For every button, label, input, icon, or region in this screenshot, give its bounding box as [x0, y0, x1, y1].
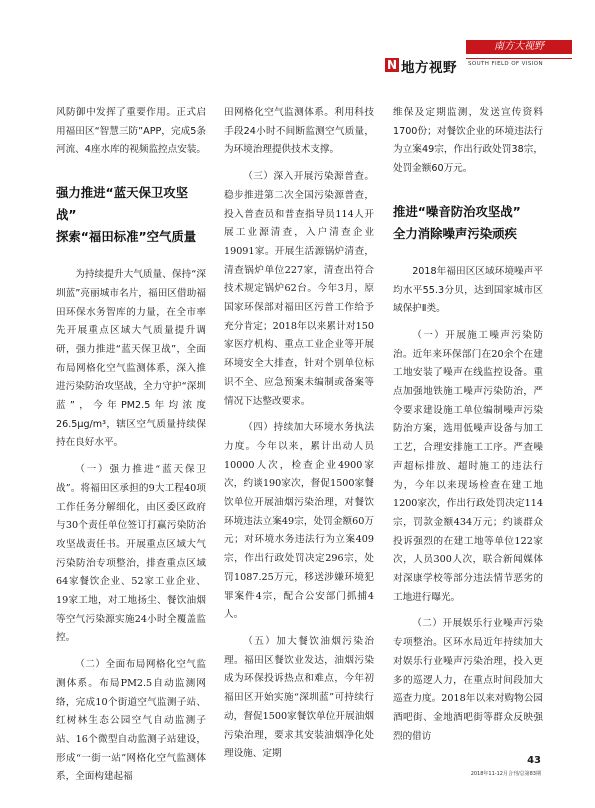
section-heading: 推进“噪音防治攻坚战” — [393, 203, 521, 219]
paragraph: （四）持续加大环境水务执法力度。今年以来，累计出动人员10000人次，检查企业4900家次，约谈190家次，督促1500家餐饮单位开展油烟污染治理，对餐饮环境违法立案49宗，处罚金额60万元；对环境水务违法行为立案409宗，作出行政处罚决定296宗，处罚1087.25万元，移送涉嫌环境犯罪案件4宗，配合公安部门抓捕4人。 — [224, 422, 374, 621]
section-heading: 探索“福田标准”空气质量 — [56, 229, 197, 245]
paragraph: 2018年福田区区域环境噪声平均水平55.3分贝，达到国家城市区域保护Ⅱ类。 — [393, 265, 543, 315]
header-divider — [466, 58, 572, 59]
brand-subtitle: SOUTH FIELD OF VISION — [468, 61, 543, 67]
paragraph: 维保及定期监测，发送宣传资料1700份；对餐饮企业的环境违法行为立案49宗，作出行政处罚38宗，处罚金额60万元。 — [393, 107, 543, 175]
magazine-logo-icon: N — [386, 58, 398, 72]
brand-name: 南方大视野 — [466, 40, 572, 54]
paragraph: 风防御中发挥了重要作用。正式启用福田区“智慧三防”APP，完成5条河流、4座水库的视频监控点安装。 — [56, 107, 207, 156]
section-heading: 强力推进“蓝天保卫攻坚战” — [56, 185, 189, 223]
column-middle — [224, 104, 374, 764]
column-left — [56, 104, 206, 787]
paragraph: （一）开展施工噪声污染防治。近年来环保部门在20余个在建工地安装了噪声在线监控设备。重点加强地铁施工噪声污染防治，严令要求建设施工单位编制噪声污染防治方案，选用低噪声设备与加工工艺，合理安排施工工序。严查噪声超标排放、超时施工的违法行为，今年以来现场检查在建工地1200家次，作出行政处罚决定114宗，罚款金额434万元；约谈群众投诉强烈的在建工地等单位122家次，人员300人次，联合新闻媒体对深康学校等部分违法情节恶劣的工地进行曝光。 — [393, 329, 543, 603]
paragraph: （二）开展娱乐行业噪声污染专项整治。区环水局近年持续加大对娱乐行业噪声污染治理，投入更多的巡逻人力，在重点时间段加大巡查力度。2018年以来对购物公园酒吧街、金地酒吧街等群众反映强烈的借访 — [393, 618, 543, 742]
paragraph: （五）加大餐饮油烟污染治理。福田区餐饮业发达，油烟污染成为环保投诉热点和难点，今年初福田区开始实施“深圳蓝”可持续行动，督促1500家餐饮单位开展油烟污染治理，要求其安装油烟净化处理设施、定期 — [224, 635, 374, 760]
paragraph: 田网格化空气监测体系。利用科技手段24小时不间断监测空气质量，为环境治理提供技术支撑。 — [224, 107, 374, 156]
section-title: 地方视野 — [401, 60, 457, 76]
paragraph: （三）深入开展污染源普查。稳步推进第二次全国污染源普查，投入普查员和普查指导员114人开展工业源清查，入户清查企业19091家。开展生活源锅炉清查，清查锅炉单位227家，清查出符合技术规定锅炉62台。今年3月，原国家环保部对福田区污普工作给予充分肯定；2018年以来累计对150家医疗机构、重点工业企业等开展环境安全大排查，针对个别单位标识不全、应急预案未编制或备案等情况下达整改要求。 — [224, 171, 374, 407]
page-header — [0, 38, 595, 78]
page-number: 43 — [527, 755, 541, 766]
section-heading: 全力消除噪声污染顽疾 — [393, 225, 517, 241]
column-right — [393, 104, 543, 746]
paragraph: （二）全面布局网格化空气监测体系。布局PM2.5自动监测网络，完成10个街道空气监测子站、红树林生态公园空气自动监测子站、16个微型自动监测子站建设，形成“一街一站”网格化空气监测体系，全面构建起福 — [56, 659, 206, 783]
paragraph: 为持续提升大气质量、保持“深圳蓝”亮丽城市名片，福田区借助福田环保水务智库的力量，在全市率先开展重点区域大气质量提升调研，强力推进“蓝天保卫战”，全面布局网格化空气监测体系，深入推进污染防治攻坚战，全力守护“深圳蓝”，今年PM2.5年均浓度26.5μg/m³，辖区空气质量持续保持在良好水平。 — [56, 269, 206, 449]
paragraph: （一）强力推进“蓝天保卫战”。将福田区承担的9大工程40项工作任务分解细化，由区委区政府与30个责任单位签订打赢污染防治攻坚战责任书。开展重点区域大气污染防治专项整治，排查重点区域64家餐饮企业、52家工业企业、19家工地，对工地扬尘、餐饮油烟等空气污染源实施24小时全覆盖监控。 — [56, 464, 206, 644]
issue-info: 2018年11-12月合刊/总第83期 — [470, 771, 541, 777]
